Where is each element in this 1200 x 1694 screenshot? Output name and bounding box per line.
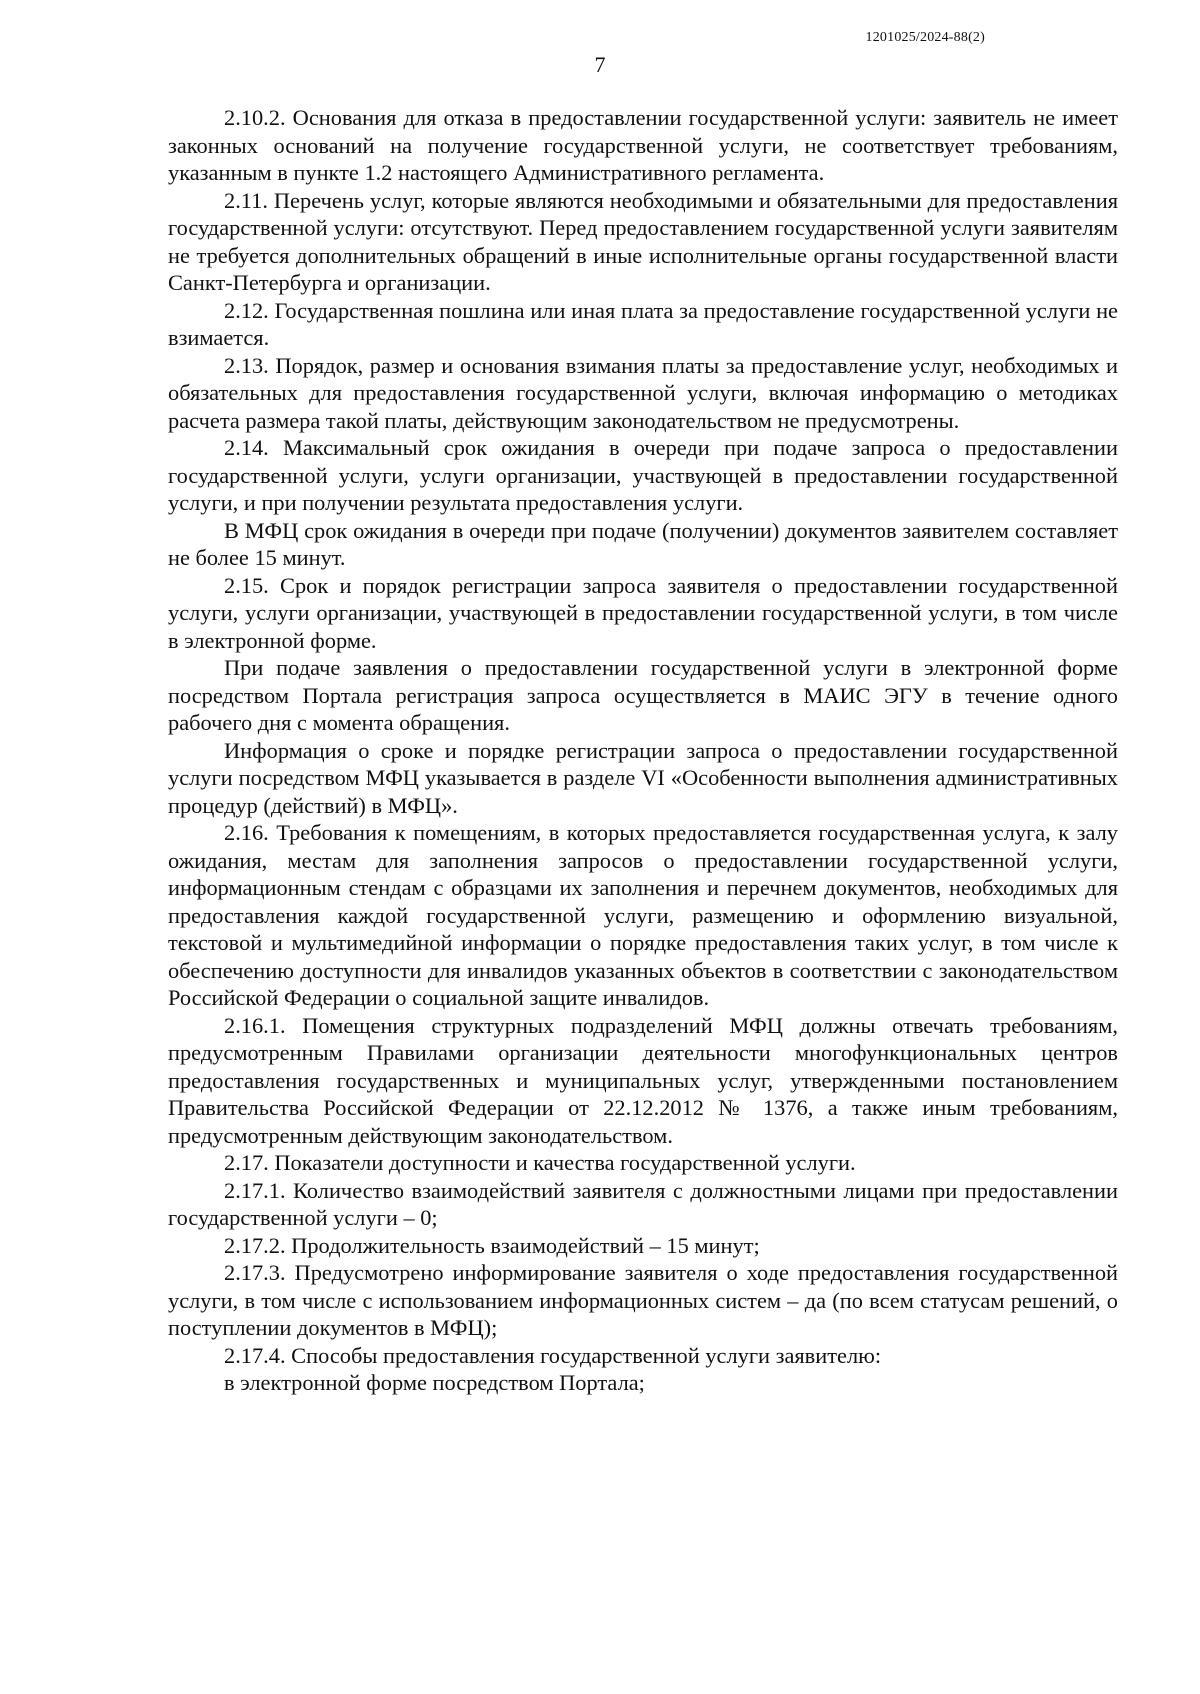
paragraph-mfc-registration-info: Информация о сроке и порядке регистрации запроса о предоставлении государственной услуги посредством МФЦ указывается в разделе VI «Особенности выполнения административных процедур (действий) в МФЦ». (168, 737, 1118, 818)
paragraph-2-17-2: 2.17.2. Продолжительность взаимодействий – 15 минут; (224, 1232, 760, 1258)
paragraph-2-17-4: 2.17.4. Способы предоставления государственной услуги заявителю: (224, 1342, 882, 1368)
paragraph-2-12: 2.12. Государственная пошлина или иная плата за предоставление государственной услуги не взимается. (168, 297, 1118, 350)
document-registration-number: 1201025/2024-88(2) (865, 30, 985, 45)
document-body (168, 104, 1118, 1397)
paragraph-electronic-form: в электронной форме посредством Портала; (224, 1370, 645, 1395)
paragraph-2-17-1: 2.17.1. Количество взаимодействий заявителя с должностными лицами при предоставлении государственной услуги – 0; (168, 1177, 1118, 1230)
paragraph-2-11: 2.11. Перечень услуг, которые являются необходимыми и обязательными для предоставления государственной услуги: отсутствуют. Перед предоставлением государственной услуги заявителям не требуется дополнительных обращений в иные исполнительные органы государственной власти Санкт-Петербурга и организации. (168, 187, 1118, 295)
paragraph-portal-registration: При подаче заявления о предоставлении государственной услуги в электронной форме посредством Портала регистрация запроса осуществляется в МАИС ЭГУ в течение одного рабочего дня с момента обращения. (168, 655, 1118, 735)
paragraph-2-16: 2.16. Требования к помещениям, в которых предоставляется государственная услуга, к залу ожидания, местам для заполнения запросов о предоставлении государственной услуги, информационным стендам с образцами их заполнения и перечнем документов, необходимых для предоставления каждой государственной услуги, размещению и оформлению визуальной, текстовой и мультимедийной информации о порядке предоставления таких услуг, в том числе к обеспечению доступности для инвалидов указанных объектов в соответствии с законодательством Российской Федерации о социальной защите инвалидов. (168, 820, 1118, 1010)
paragraph-2-10-2: 2.10.2. Основания для отказа в предоставлении государственной услуги: заявитель не имеет законных оснований на получение государственной услуги, не соответствует требованиям, указанным в пункте 1.2 настоящего Административного регламента. (168, 105, 1118, 185)
paragraph-2-15: 2.15. Срок и порядок регистрации запроса заявителя о предоставлении государственной услуги, услуги организации, участвующей в предоставлении государственной услуги, в том числе в электронной форме. (168, 572, 1118, 653)
paragraph-2-14: 2.14. Максимальный срок ожидания в очереди при подаче запроса о предоставлении государственной услуги, услуги организации, участвующей в предоставлении государственной услуги, и при получении результата предоставления услуги. (168, 435, 1118, 515)
paragraph-mfc-waiting-time: В МФЦ срок ожидания в очереди при подаче (получении) документов заявителем составляет не более 15 минут. (168, 517, 1118, 570)
paragraph-2-13: 2.13. Порядок, размер и основания взимания платы за предоставление услуг, необходимых и обязательных для предоставления государственной услуги, включая информацию о методиках расчета размера такой платы, действующим законодательством не предусмотрены. (168, 352, 1118, 433)
paragraph-2-17-3: 2.17.3. Предусмотрено информирование заявителя о ходе предоставления государственной услуги, в том числе с использованием информационных систем – да (по всем статусам решений, о поступлении документов в МФЦ); (168, 1260, 1118, 1340)
page-number: 7 (594, 52, 606, 77)
paragraph-2-17: 2.17. Показатели доступности и качества государственной услуги. (224, 1150, 856, 1175)
paragraph-2-16-1: 2.16.1. Помещения структурных подразделений МФЦ должны отвечать требованиям, предусмотренным Правилами организации деятельности многофункциональных центров предоставления государственных и муниципальных услуг, утвержденными постановлением Правительства Российской Федерации от 22.12.2012 № 1376, а также иным требованиям, предусмотренным действующим законодательством. (168, 1012, 1118, 1148)
